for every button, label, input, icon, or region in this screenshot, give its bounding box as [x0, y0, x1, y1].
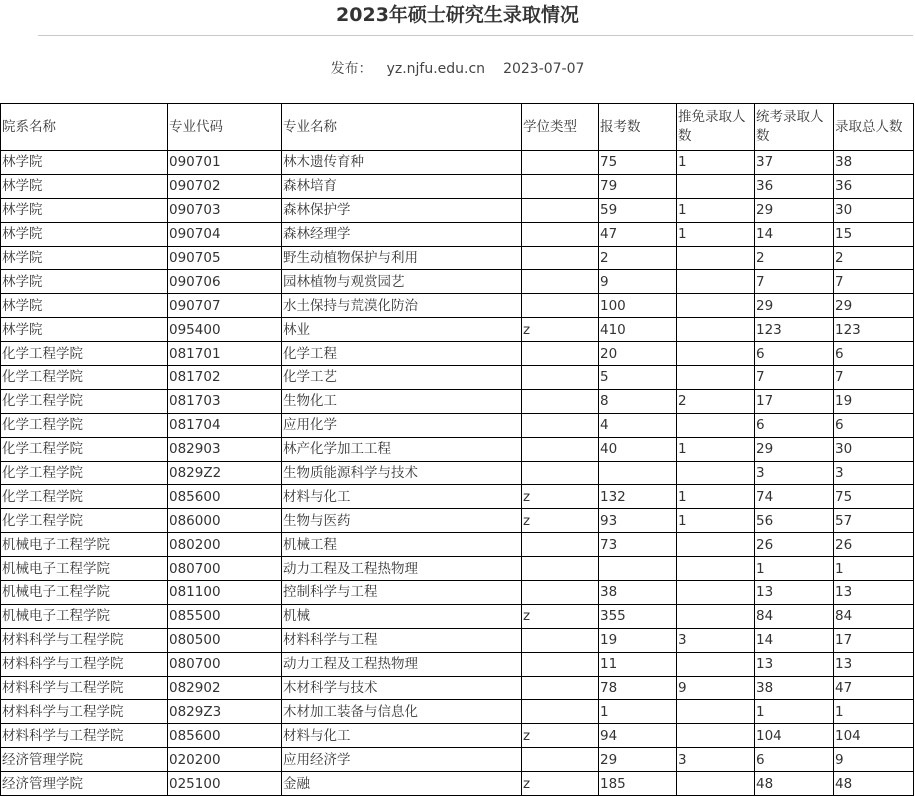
exam-admitted-cell: 13 [755, 652, 834, 676]
table-row [1, 389, 914, 413]
recommended-admitted-cell [677, 270, 755, 294]
major-name-cell: 化学工艺 [282, 366, 522, 390]
table-row [1, 604, 914, 628]
major-name-cell: 材料与化工 [282, 724, 522, 748]
applicants-cell [599, 461, 677, 485]
header-major-name: 专业名称 [282, 104, 522, 151]
table-row [1, 413, 914, 437]
degree-type-cell [522, 174, 599, 198]
major-code-cell: 085600 [168, 724, 282, 748]
publisher-site: yz.njfu.edu.cn [386, 61, 486, 77]
recommended-admitted-cell [677, 246, 755, 270]
applicants-cell [599, 557, 677, 581]
degree-type-cell: z [522, 772, 599, 796]
exam-admitted-cell: 6 [755, 342, 834, 366]
exam-admitted-cell: 7 [755, 270, 834, 294]
table-row [1, 509, 914, 533]
recommended-admitted-cell [677, 342, 755, 366]
major-code-cell: 081703 [168, 389, 282, 413]
recommended-admitted-cell: 1 [677, 198, 755, 222]
exam-admitted-cell: 6 [755, 748, 834, 772]
exam-admitted-cell: 36 [755, 174, 834, 198]
title-divider [38, 35, 913, 36]
major-code-cell: 080700 [168, 652, 282, 676]
major-code-cell: 090701 [168, 151, 282, 175]
table-row [1, 151, 914, 175]
applicants-cell: 79 [599, 174, 677, 198]
major-name-cell: 园林植物与观赏园艺 [282, 270, 522, 294]
major-name-cell: 应用化学 [282, 413, 522, 437]
college-cell: 材料科学与工程学院 [1, 652, 168, 676]
degree-type-cell [522, 533, 599, 557]
major-code-cell: 0829Z3 [168, 700, 282, 724]
applicants-cell: 410 [599, 318, 677, 342]
total-admitted-cell: 19 [834, 389, 914, 413]
degree-type-cell: z [522, 604, 599, 628]
recommended-admitted-cell [677, 557, 755, 581]
recommended-admitted-cell [677, 533, 755, 557]
college-cell: 林学院 [1, 318, 168, 342]
recommended-admitted-cell [677, 318, 755, 342]
degree-type-cell: z [522, 318, 599, 342]
applicants-cell: 19 [599, 628, 677, 652]
major-name-cell: 机械工程 [282, 533, 522, 557]
college-cell: 林学院 [1, 246, 168, 270]
exam-admitted-cell: 29 [755, 437, 834, 461]
total-admitted-cell: 36 [834, 174, 914, 198]
major-name-cell: 控制科学与工程 [282, 581, 522, 605]
applicants-cell: 132 [599, 485, 677, 509]
degree-type-cell [522, 294, 599, 318]
college-cell: 化学工程学院 [1, 485, 168, 509]
major-name-cell: 动力工程及工程热物理 [282, 652, 522, 676]
table-row [1, 366, 914, 390]
college-cell: 材料科学与工程学院 [1, 700, 168, 724]
applicants-cell: 59 [599, 198, 677, 222]
header-major-code: 专业代码 [168, 104, 282, 151]
major-name-cell: 木材科学与技术 [282, 676, 522, 700]
recommended-admitted-cell: 2 [677, 389, 755, 413]
total-admitted-cell: 57 [834, 509, 914, 533]
major-name-cell: 材料科学与工程 [282, 628, 522, 652]
major-code-cell: 090707 [168, 294, 282, 318]
exam-admitted-cell: 123 [755, 318, 834, 342]
table-row [1, 724, 914, 748]
recommended-admitted-cell: 3 [677, 628, 755, 652]
exam-admitted-cell: 14 [755, 628, 834, 652]
major-name-cell: 动力工程及工程热物理 [282, 557, 522, 581]
major-code-cell: 090706 [168, 270, 282, 294]
degree-type-cell [522, 581, 599, 605]
table-header-row [1, 104, 914, 151]
exam-admitted-cell: 37 [755, 151, 834, 175]
applicants-cell: 11 [599, 652, 677, 676]
college-cell: 机械电子工程学院 [1, 581, 168, 605]
applicants-cell: 355 [599, 604, 677, 628]
major-name-cell: 木材加工装备与信息化 [282, 700, 522, 724]
college-cell: 化学工程学院 [1, 509, 168, 533]
header-total-admitted: 录取总人数 [834, 104, 914, 151]
degree-type-cell [522, 198, 599, 222]
major-code-cell: 090702 [168, 174, 282, 198]
college-cell: 材料科学与工程学院 [1, 676, 168, 700]
major-code-cell: 085500 [168, 604, 282, 628]
exam-admitted-cell: 38 [755, 676, 834, 700]
college-cell: 林学院 [1, 294, 168, 318]
major-code-cell: 082903 [168, 437, 282, 461]
recommended-admitted-cell: 1 [677, 437, 755, 461]
total-admitted-cell: 48 [834, 772, 914, 796]
major-name-cell: 林产化学加工工程 [282, 437, 522, 461]
total-admitted-cell: 13 [834, 652, 914, 676]
recommended-admitted-cell [677, 652, 755, 676]
applicants-cell: 94 [599, 724, 677, 748]
major-name-cell: 生物与医药 [282, 509, 522, 533]
recommended-admitted-cell [677, 294, 755, 318]
degree-type-cell [522, 628, 599, 652]
degree-type-cell [522, 652, 599, 676]
total-admitted-cell: 7 [834, 366, 914, 390]
major-name-cell: 生物质能源科学与技术 [282, 461, 522, 485]
applicants-cell: 29 [599, 748, 677, 772]
publish-info [0, 58, 915, 80]
header-degree-type: 学位类型 [522, 104, 599, 151]
applicants-cell: 5 [599, 366, 677, 390]
exam-admitted-cell: 26 [755, 533, 834, 557]
exam-admitted-cell: 14 [755, 222, 834, 246]
major-code-cell: 085600 [168, 485, 282, 509]
college-cell: 化学工程学院 [1, 366, 168, 390]
table-row [1, 198, 914, 222]
college-cell: 林学院 [1, 151, 168, 175]
major-code-cell: 081100 [168, 581, 282, 605]
recommended-admitted-cell [677, 366, 755, 390]
exam-admitted-cell: 2 [755, 246, 834, 270]
table-row [1, 461, 914, 485]
exam-admitted-cell: 84 [755, 604, 834, 628]
total-admitted-cell: 13 [834, 581, 914, 605]
applicants-cell: 185 [599, 772, 677, 796]
college-cell: 化学工程学院 [1, 437, 168, 461]
exam-admitted-cell: 1 [755, 700, 834, 724]
degree-type-cell [522, 151, 599, 175]
total-admitted-cell: 1 [834, 557, 914, 581]
total-admitted-cell: 38 [834, 151, 914, 175]
table-row [1, 581, 914, 605]
degree-type-cell [522, 557, 599, 581]
applicants-cell: 73 [599, 533, 677, 557]
applicants-cell: 100 [599, 294, 677, 318]
applicants-cell: 40 [599, 437, 677, 461]
college-cell: 林学院 [1, 198, 168, 222]
total-admitted-cell: 9 [834, 748, 914, 772]
table-row [1, 246, 914, 270]
recommended-admitted-cell: 1 [677, 151, 755, 175]
exam-admitted-cell: 29 [755, 294, 834, 318]
table-row [1, 222, 914, 246]
major-name-cell: 林木遗传育种 [282, 151, 522, 175]
college-cell: 化学工程学院 [1, 413, 168, 437]
recommended-admitted-cell [677, 772, 755, 796]
major-code-cell: 082902 [168, 676, 282, 700]
total-admitted-cell: 47 [834, 676, 914, 700]
major-code-cell: 0829Z2 [168, 461, 282, 485]
college-cell: 材料科学与工程学院 [1, 628, 168, 652]
major-name-cell: 森林培育 [282, 174, 522, 198]
college-cell: 化学工程学院 [1, 389, 168, 413]
exam-admitted-cell: 1 [755, 557, 834, 581]
major-code-cell: 095400 [168, 318, 282, 342]
applicants-cell: 20 [599, 342, 677, 366]
table-row [1, 485, 914, 509]
recommended-admitted-cell: 1 [677, 485, 755, 509]
recommended-admitted-cell [677, 461, 755, 485]
exam-admitted-cell: 3 [755, 461, 834, 485]
exam-admitted-cell: 13 [755, 581, 834, 605]
total-admitted-cell: 26 [834, 533, 914, 557]
total-admitted-cell: 1 [834, 700, 914, 724]
recommended-admitted-cell: 3 [677, 748, 755, 772]
table-row [1, 557, 914, 581]
major-name-cell: 森林保护学 [282, 198, 522, 222]
exam-admitted-cell: 74 [755, 485, 834, 509]
exam-admitted-cell: 104 [755, 724, 834, 748]
total-admitted-cell: 29 [834, 294, 914, 318]
page-title: 2023年硕士研究生录取情况 [336, 4, 579, 26]
college-cell: 林学院 [1, 174, 168, 198]
table-body [1, 151, 914, 796]
major-code-cell: 025100 [168, 772, 282, 796]
major-name-cell: 生物化工 [282, 389, 522, 413]
table-row [1, 437, 914, 461]
college-cell: 林学院 [1, 270, 168, 294]
total-admitted-cell: 6 [834, 342, 914, 366]
degree-type-cell [522, 246, 599, 270]
total-admitted-cell: 7 [834, 270, 914, 294]
exam-admitted-cell: 48 [755, 772, 834, 796]
college-cell: 经济管理学院 [1, 772, 168, 796]
major-code-cell: 080500 [168, 628, 282, 652]
major-code-cell: 090705 [168, 246, 282, 270]
major-name-cell: 材料与化工 [282, 485, 522, 509]
total-admitted-cell: 15 [834, 222, 914, 246]
table-row [1, 700, 914, 724]
degree-type-cell: z [522, 509, 599, 533]
applicants-cell: 93 [599, 509, 677, 533]
admission-table [0, 103, 914, 796]
major-code-cell: 020200 [168, 748, 282, 772]
applicants-cell: 75 [599, 151, 677, 175]
applicants-cell: 47 [599, 222, 677, 246]
table-row [1, 270, 914, 294]
major-name-cell: 化学工程 [282, 342, 522, 366]
college-cell: 化学工程学院 [1, 342, 168, 366]
header-exam-admitted: 统考录取人数 [755, 104, 834, 151]
major-code-cell: 086000 [168, 509, 282, 533]
applicants-cell: 38 [599, 581, 677, 605]
college-cell: 材料科学与工程学院 [1, 724, 168, 748]
recommended-admitted-cell: 1 [677, 222, 755, 246]
degree-type-cell [522, 437, 599, 461]
total-admitted-cell: 17 [834, 628, 914, 652]
table-row [1, 748, 914, 772]
degree-type-cell [522, 389, 599, 413]
recommended-admitted-cell [677, 700, 755, 724]
applicants-cell: 78 [599, 676, 677, 700]
exam-admitted-cell: 7 [755, 366, 834, 390]
degree-type-cell [522, 748, 599, 772]
table-row [1, 772, 914, 796]
college-cell: 经济管理学院 [1, 748, 168, 772]
header-college: 院系名称 [1, 104, 168, 151]
major-code-cell: 080700 [168, 557, 282, 581]
applicants-cell: 9 [599, 270, 677, 294]
recommended-admitted-cell: 1 [677, 509, 755, 533]
major-name-cell: 水土保持与荒漠化防治 [282, 294, 522, 318]
college-cell: 机械电子工程学院 [1, 557, 168, 581]
degree-type-cell [522, 676, 599, 700]
applicants-cell: 8 [599, 389, 677, 413]
degree-type-cell [522, 461, 599, 485]
total-admitted-cell: 75 [834, 485, 914, 509]
total-admitted-cell: 30 [834, 437, 914, 461]
recommended-admitted-cell [677, 581, 755, 605]
recommended-admitted-cell [677, 604, 755, 628]
exam-admitted-cell: 17 [755, 389, 834, 413]
major-code-cell: 080200 [168, 533, 282, 557]
total-admitted-cell: 6 [834, 413, 914, 437]
table-row [1, 294, 914, 318]
degree-type-cell [522, 222, 599, 246]
major-code-cell: 090704 [168, 222, 282, 246]
recommended-admitted-cell [677, 724, 755, 748]
college-cell: 机械电子工程学院 [1, 533, 168, 557]
table-row [1, 652, 914, 676]
degree-type-cell: z [522, 724, 599, 748]
total-admitted-cell: 30 [834, 198, 914, 222]
degree-type-cell: z [522, 485, 599, 509]
recommended-admitted-cell [677, 174, 755, 198]
major-name-cell: 机械 [282, 604, 522, 628]
college-cell: 化学工程学院 [1, 461, 168, 485]
major-name-cell: 金融 [282, 772, 522, 796]
degree-type-cell [522, 342, 599, 366]
table-row [1, 318, 914, 342]
applicants-cell: 4 [599, 413, 677, 437]
applicants-cell: 2 [599, 246, 677, 270]
degree-type-cell [522, 366, 599, 390]
table-row [1, 342, 914, 366]
header-applicants: 报考数 [599, 104, 677, 151]
total-admitted-cell: 84 [834, 604, 914, 628]
recommended-admitted-cell [677, 413, 755, 437]
college-cell: 林学院 [1, 222, 168, 246]
major-name-cell: 应用经济学 [282, 748, 522, 772]
table-row [1, 676, 914, 700]
exam-admitted-cell: 6 [755, 413, 834, 437]
major-name-cell: 野生动植物保护与利用 [282, 246, 522, 270]
publish-label: 发布： [330, 61, 373, 77]
total-admitted-cell: 3 [834, 461, 914, 485]
major-code-cell: 081701 [168, 342, 282, 366]
total-admitted-cell: 2 [834, 246, 914, 270]
degree-type-cell [522, 270, 599, 294]
major-name-cell: 森林经理学 [282, 222, 522, 246]
table-row [1, 628, 914, 652]
total-admitted-cell: 123 [834, 318, 914, 342]
major-code-cell: 081702 [168, 366, 282, 390]
recommended-admitted-cell: 9 [677, 676, 755, 700]
header-recommended-admitted: 推免录取人数 [677, 104, 755, 151]
degree-type-cell [522, 413, 599, 437]
major-code-cell: 081704 [168, 413, 282, 437]
exam-admitted-cell: 29 [755, 198, 834, 222]
major-name-cell: 林业 [282, 318, 522, 342]
total-admitted-cell: 104 [834, 724, 914, 748]
exam-admitted-cell: 56 [755, 509, 834, 533]
degree-type-cell [522, 700, 599, 724]
college-cell: 机械电子工程学院 [1, 604, 168, 628]
major-code-cell: 090703 [168, 198, 282, 222]
table-row [1, 533, 914, 557]
table-row [1, 174, 914, 198]
applicants-cell: 1 [599, 700, 677, 724]
publish-date: 2023-07-07 [503, 61, 585, 77]
